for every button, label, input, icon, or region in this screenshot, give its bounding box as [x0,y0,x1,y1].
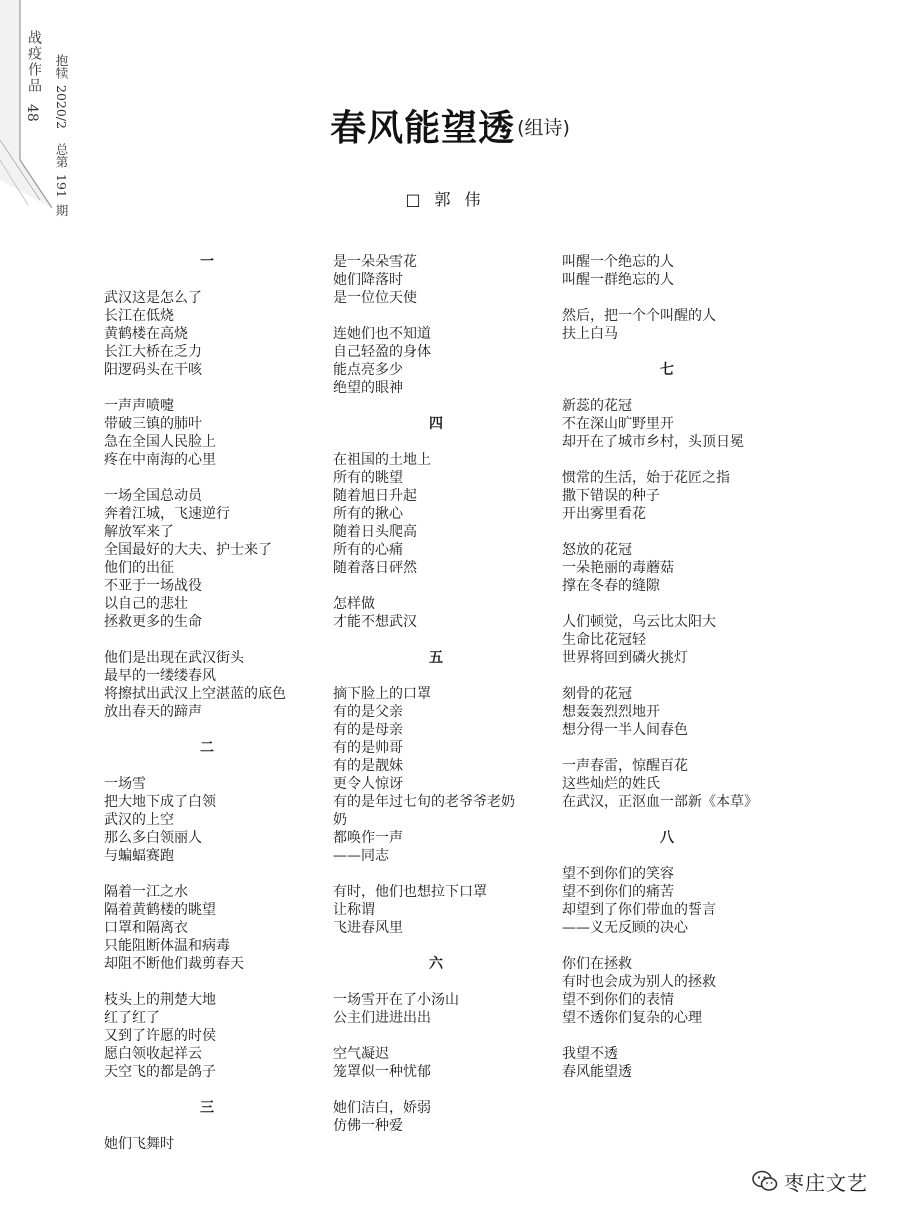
stanza-gap [104,757,304,775]
section-label: 战疫作品 [26,30,42,94]
poem-line: 阳逻码头在干咳 [104,362,202,378]
stanza-gap [562,451,782,469]
poem-line: 笼罩似一种忧郁 [333,1064,431,1080]
watermark [752,1166,868,1196]
poem-line: 那么多白领丽人 [104,830,202,846]
poem-line: 急在全国人民脸上 [104,434,216,450]
poem-column-2 [333,253,538,1135]
poem-line: 全国最好的大夫、护士来了 [104,542,272,558]
poem-line: 最早的一缕缕春风 [104,668,216,684]
poem-line: 空气凝迟 [333,1046,389,1062]
stanza-gap [104,721,304,739]
poem-line: 一声春雷，惊醒百花 [562,758,688,774]
poem-line: 扶上白马 [562,326,618,342]
stanza-gap [333,433,538,451]
poem-line: 新蕊的花冠 [562,398,632,414]
stanza-gap [333,973,538,991]
poem-line: 拯救更多的生命 [104,614,202,630]
poem-line: 却开在了城市乡村，头顶日冕 [562,434,744,450]
section-heading: 四 [429,416,443,432]
poem-line: 绝望的眼神 [333,380,403,396]
poem-line: 枝头上的荆楚大地 [104,992,216,1008]
poem-line: 口罩和隔离衣 [104,920,188,936]
poem-line: 仿佛一种爱 [333,1118,403,1134]
section-heading: 八 [660,830,674,846]
poem-line: 愿白领收起祥云 [104,1046,202,1062]
stanza-gap [333,937,538,955]
poem-line: 生命比花冠轻 [562,632,646,648]
poem-line: 在祖国的土地上 [333,452,431,468]
poem-line: ——同志 [333,848,389,864]
poem-line: 有的是母亲 [333,722,403,738]
stanza-gap [562,937,782,955]
journal-issue: 2020/2 [54,84,69,129]
poem-line: 所有的眺望 [333,470,403,486]
poem-line: 他们的出征 [104,560,174,576]
poem-line: 武汉这是怎么了 [104,290,202,306]
stanza-gap [562,739,782,757]
poem-line: 以自己的悲壮 [104,596,188,612]
poem-line: ——义无反顾的决心 [562,920,688,936]
poem-line: 所有的心痛 [333,542,403,558]
stanza-gap [562,811,782,829]
poem-line: 公主们进进出出 [333,1010,431,1026]
poem-line: 将擦拭出武汉上空湛蓝的底色 [104,686,286,702]
poem-line: 望不到你们的表情 [562,992,674,1008]
stanza-gap [333,1027,538,1045]
stanza-gap [104,973,304,991]
poem-line: 想轰轰烈烈地开 [562,704,660,720]
stanza-gap [333,631,538,649]
journal-total-label: 总第 [54,142,69,168]
stanza-gap [104,1117,304,1135]
section-heading: 六 [429,956,443,972]
stanza-gap [562,289,782,307]
poem-line: 把大地下成了白领 [104,794,216,810]
poem-line: 隔着一江之水 [104,884,188,900]
poem-line: 有的是父亲 [333,704,403,720]
stanza-gap [333,307,538,325]
poem-line: 撒下错误的种子 [562,488,660,504]
stanza-gap [562,1027,782,1045]
section-heading: 二 [200,740,214,756]
poem-line: 望不透你们复杂的心理 [562,1010,702,1026]
poem-line: 更令人惊讶 [333,776,403,792]
poem-line: 却阻不断他们裁剪春天 [104,956,244,972]
poem-line: 她们飞舞时 [104,1136,174,1152]
poem-line: 怎样做 [333,596,375,612]
poem-line: 望不到你们的痛苦 [562,884,674,900]
poem-line: 天空飞的都是鸽子 [104,1064,216,1080]
poem-line: 一场雪 [104,776,146,792]
page-number: 48 [24,104,40,122]
page-subtitle: (组诗) [517,117,570,139]
journal-total-num: 191 [54,173,69,198]
poem-line: 放出春天的蹄声 [104,704,202,720]
poem-line: 疼在中南海的心里 [104,452,216,468]
stanza-gap [562,667,782,685]
poem-line: 开出雾里看花 [562,506,646,522]
poem-line: 不亚于一场战役 [104,578,202,594]
poem-line: 有的是帅哥 [333,740,403,756]
poem-line: 她们降落时 [333,272,403,288]
journal-total-suffix: 期 [54,203,69,217]
poem-line: 这些灿烂的姓氏 [562,776,660,792]
poem-line: 又到了许愿的时侯 [104,1028,216,1044]
poem-line: 不在深山旷野里开 [562,416,674,432]
poem-line: 有时也会成为别人的拯救 [562,974,716,990]
poem-line: 一场雪开在了小汤山 [333,992,459,1008]
poem-line: 有的是年过七旬的老爷爷老奶 [333,794,515,810]
stanza-gap [104,271,304,289]
poem-line: 一声声喷嚏 [104,398,174,414]
poem-line: 随着旭日升起 [333,488,417,504]
poem-line: 怒放的花冠 [562,542,632,558]
poem-line: 让称谓 [333,902,375,918]
section-heading: 五 [429,650,443,666]
poem-line: 连她们也不知道 [333,326,431,342]
poem-line: 黄鹤楼在高烧 [104,326,188,342]
poem-line: 随着落日砰然 [333,560,417,576]
poem-line: 隔着黄鹤楼的眺望 [104,902,216,918]
stanza-gap [333,397,538,415]
poem-line: 望不到你们的笑容 [562,866,674,882]
poem-line: 红了红了 [104,1010,160,1026]
section-heading: 三 [200,1100,214,1116]
stanza-gap [104,1081,304,1099]
poem-line: 摘下脸上的口罩 [333,686,431,702]
stanza-gap [562,595,782,613]
poem-line: 一朵艳丽的毒蘑菇 [562,560,674,576]
section-heading: 一 [200,254,214,270]
poem-line: 解放军来了 [104,524,174,540]
poem-line: 所有的揪心 [333,506,403,522]
poem-line: 他们是出现在武汉街头 [104,650,244,666]
poem-line: 一场全国总动员 [104,488,202,504]
poem-line: 飞进春风里 [333,920,403,936]
poem-line: 与蝙蝠赛跑 [104,848,174,864]
poem-line: 春风能望透 [562,1064,632,1080]
poem-line: 长江在低烧 [104,308,174,324]
poem-line: 有时，他们也想拉下口罩 [333,884,487,900]
stanza-gap [333,1081,538,1099]
stanza-gap [562,847,782,865]
author-byline: □郭伟 [405,190,495,209]
poem-line: 能点亮多少 [333,362,403,378]
poem-line: 奶 [333,812,347,828]
poem-line: 都唤作一声 [333,830,403,846]
poem-line: 才能不想武汉 [333,614,417,630]
poem-line: 带破三镇的肺叶 [104,416,202,432]
poem-line: 有的是靓妹 [333,758,403,774]
poem-line: 人们顿觉，乌云比太阳大 [562,614,716,630]
stanza-gap [333,865,538,883]
stanza-gap [562,523,782,541]
section-heading: 七 [660,362,674,378]
poem-column-3 [562,253,782,1081]
poem-line: 只能阻断体温和病毒 [104,938,230,954]
poem-line: 叫醒一个绝忘的人 [562,254,674,270]
poem-line: 武汉的上空 [104,812,174,828]
stanza-gap [333,577,538,595]
wechat-icon [752,1170,778,1192]
stanza-gap [104,379,304,397]
page-title: 春风能望透 [330,108,516,149]
poem-line: 奔着江城，飞速逆行 [104,506,230,522]
poem-line: 是一朵朵雪花 [333,254,417,270]
poem-line: 是一位位天使 [333,290,417,306]
poem-line: 想分得一半人间春色 [562,722,688,738]
title-block [0,100,900,151]
poem-line: 撑在冬春的缝隙 [562,578,660,594]
journal-name: 抱犊 [54,54,69,79]
poem-line: 在武汉，正沤血一部新《本草》 [562,794,758,810]
poem-line: 随着日头爬高 [333,524,417,540]
stanza-gap [562,343,782,361]
poem-line: 惯常的生活，始于花匠之指 [562,470,730,486]
stanza-gap [104,631,304,649]
poem-line: 你们在拯救 [562,956,632,972]
poem-line: 却望到了你们带血的誓言 [562,902,716,918]
stanza-gap [333,667,538,685]
poem-line: 叫醒一群绝忘的人 [562,272,674,288]
poem-line: 世界将回到磷火挑灯 [562,650,688,666]
poem-column-1 [104,253,304,1153]
poem-line: 然后，把一个个叫醒的人 [562,308,716,324]
poem-line: 自己轻盈的身体 [333,344,431,360]
poem-line: 长江大桥在乏力 [104,344,202,360]
stanza-gap [104,865,304,883]
stanza-gap [562,379,782,397]
poem-line: 我望不透 [562,1046,618,1062]
stanza-gap [104,469,304,487]
poem-line: 她们洁白，娇弱 [333,1100,431,1116]
watermark-text: 枣庄文艺 [784,1170,868,1195]
poem-line: 刻骨的花冠 [562,686,632,702]
